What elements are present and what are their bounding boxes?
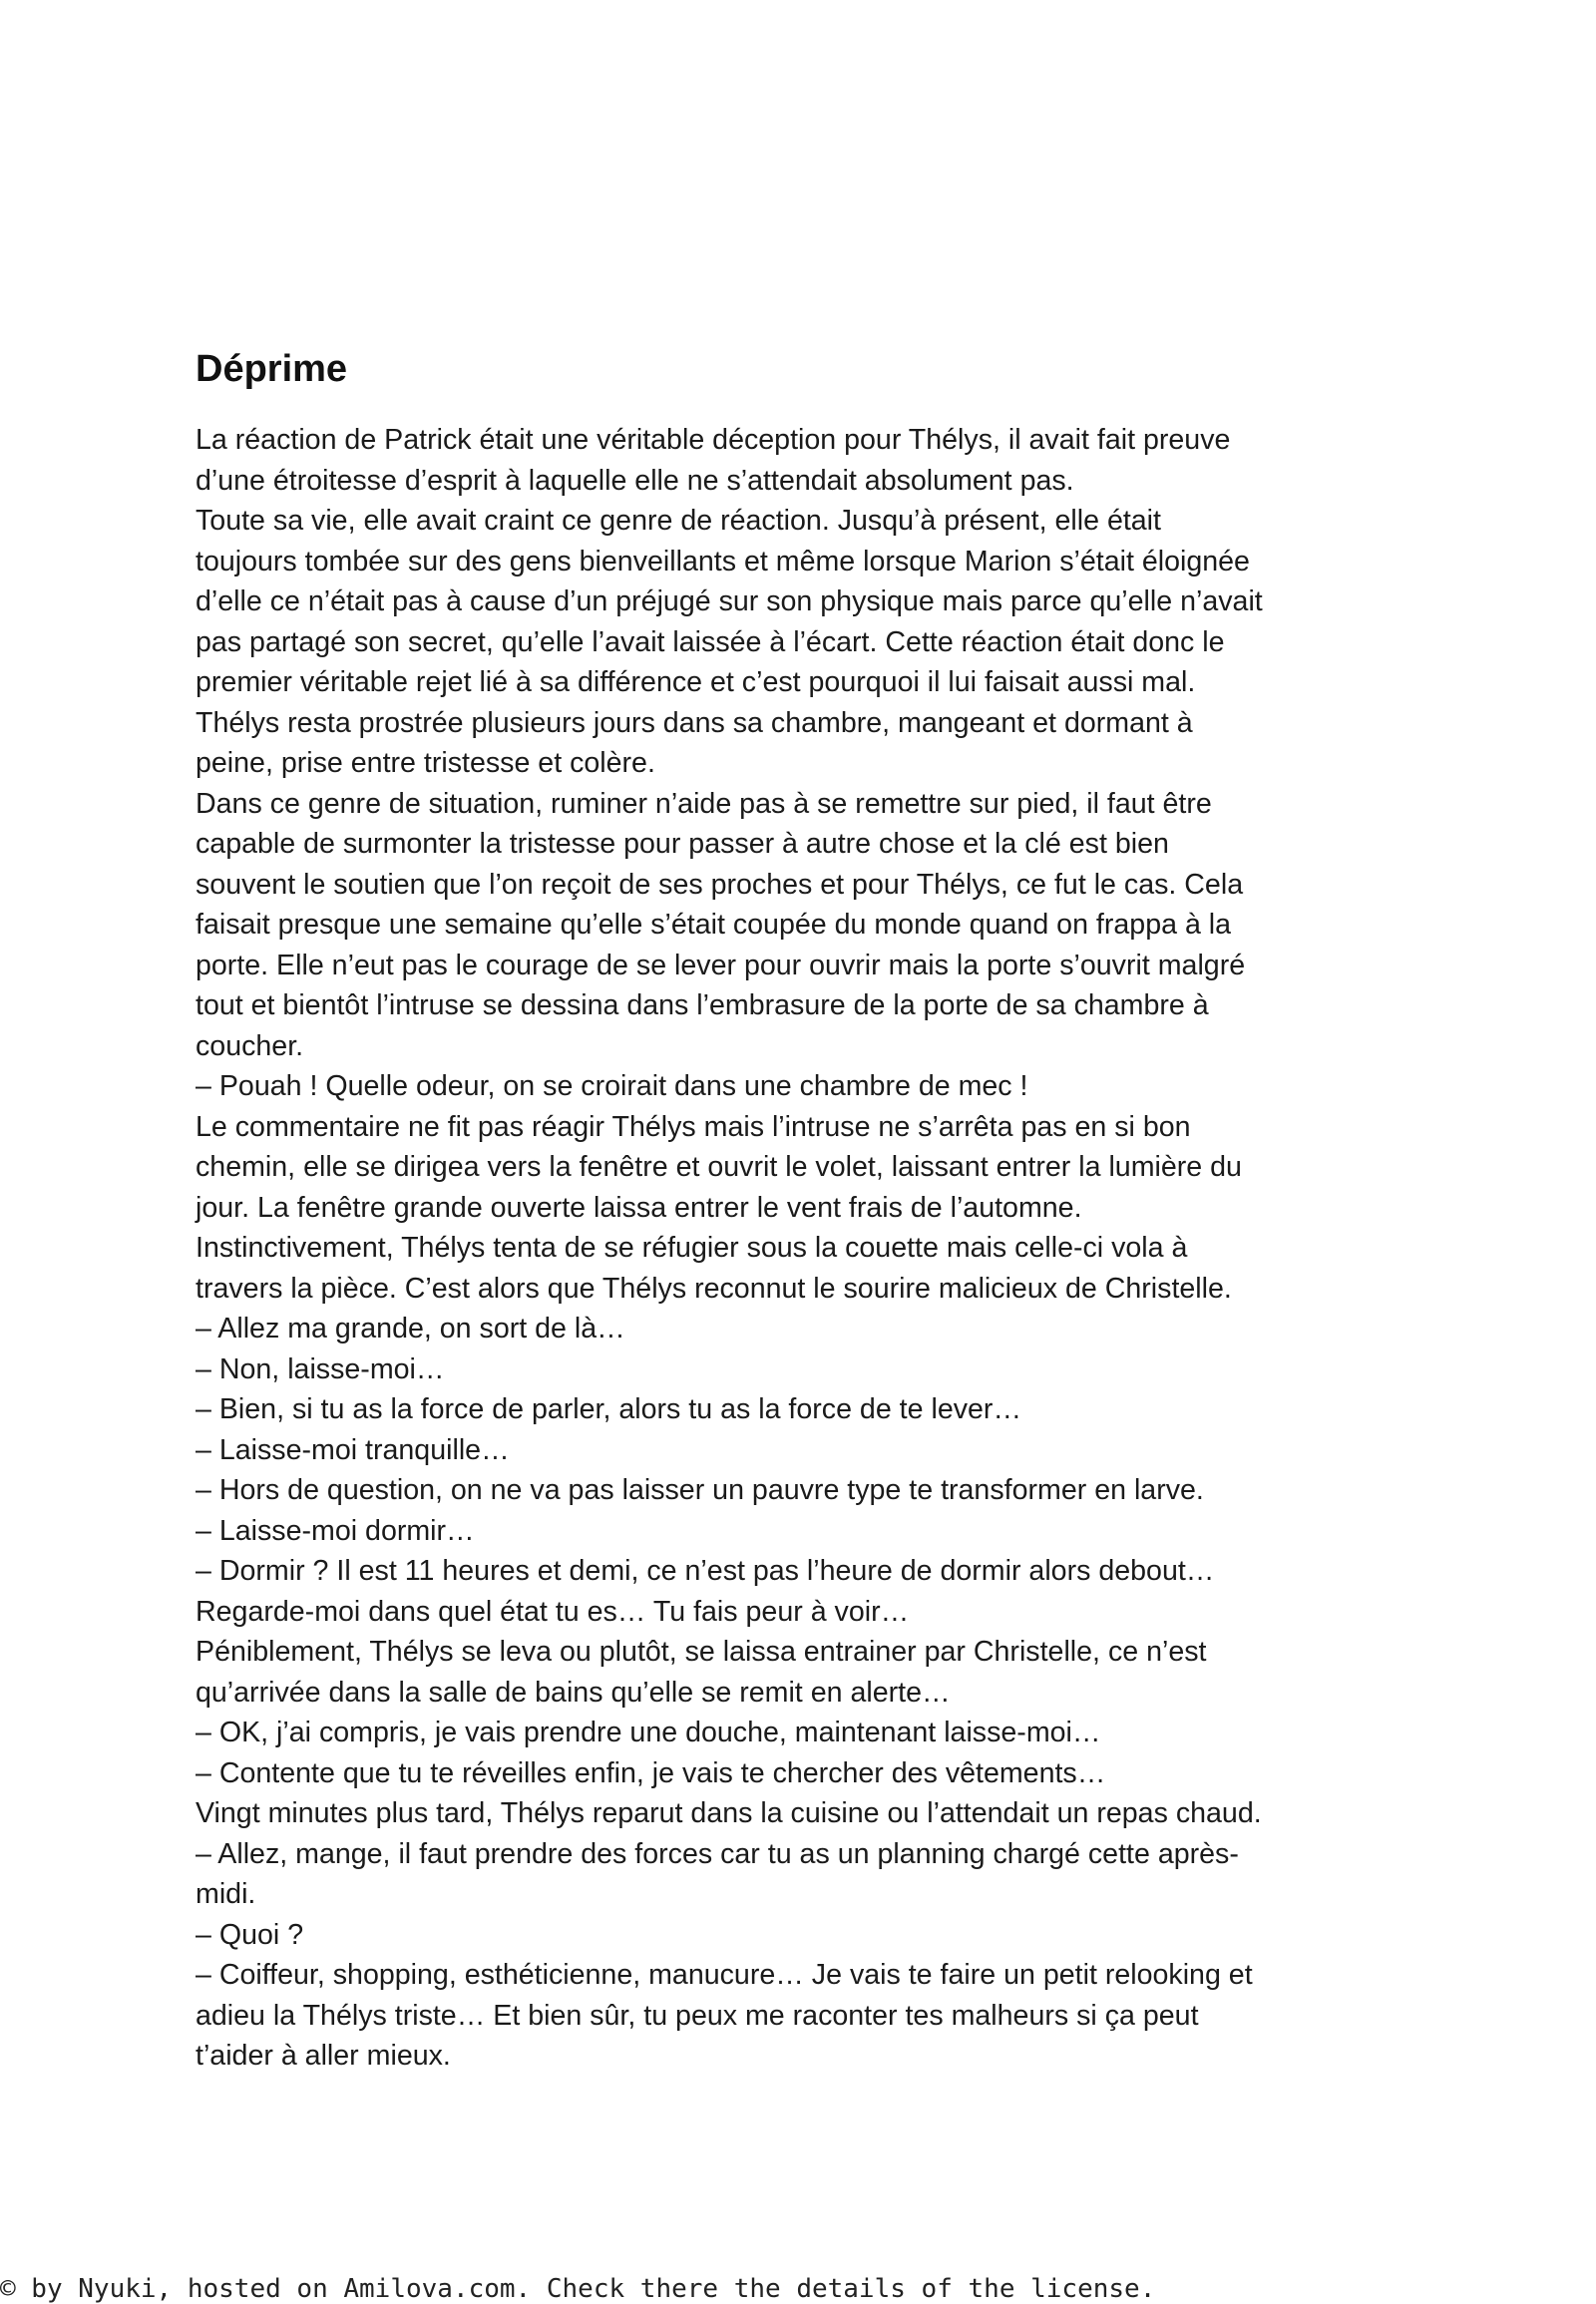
text-line: – Hors de question, on ne va pas laisser un pauvre type te transformer en larve. xyxy=(196,1474,1204,1506)
text-line: Toute sa vie, elle avait craint ce genre de réaction. Jusqu’à présent, elle était xyxy=(196,505,1161,537)
text-line: – Coiffeur, shopping, esthéticienne, manucure… Je vais te faire un petit relooking et xyxy=(196,1959,1253,1991)
text-line: chemin, elle se dirigea vers la fenêtre et ouvrit le volet, laissant entrer la lumière du xyxy=(196,1151,1242,1183)
text-line: – Allez, mange, il faut prendre des forces car tu as un planning chargé cette après- xyxy=(196,1837,1239,1870)
text-line: – Laisse-moi tranquille… xyxy=(196,1433,510,1466)
chapter-title: Déprime xyxy=(196,348,348,390)
text-line: souvent le soutien que l’on reçoit de ses proches et pour Thélys, ce fut le cas. Cela xyxy=(196,868,1244,901)
text-line: – Dormir ? Il est 11 heures et demi, ce n’est pas l’heure de dormir alors debout… xyxy=(196,1555,1215,1587)
text-line: peine, prise entre tristesse et colère. xyxy=(196,747,655,779)
text-line: – Allez ma grande, on sort de là… xyxy=(196,1313,625,1344)
text-line: jour. La fenêtre grande ouverte laissa entrer le vent frais de l’automne. xyxy=(196,1191,1082,1224)
text-line: toujours tombée sur des gens bienveillants et même lorsque Marion s’était éloignée xyxy=(196,545,1250,577)
text-line: Dans ce genre de situation, ruminer n’aide pas à se remettre sur pied, il faut être xyxy=(196,787,1212,820)
text-line: Vingt minutes plus tard, Thélys reparut dans la cuisine ou l’attendait un repas chaud. xyxy=(196,1797,1262,1829)
license-footer: © by Nyuki, hosted on Amilova.com. Check there the details of the license. xyxy=(0,2274,1156,2304)
text-line: coucher. xyxy=(196,1029,304,1062)
text-line: Le commentaire ne fit pas réagir Thélys mais l’intruse ne s’arrêta pas en si bon xyxy=(196,1110,1191,1143)
text-line: tout et bientôt l’intruse se dessina dans l’embrasure de la porte de sa chambre à xyxy=(196,989,1209,1021)
text-line: – Pouah ! Quelle odeur, on se croirait dans une chambre de mec ! xyxy=(196,1070,1028,1102)
text-line: d’elle ce n’était pas à cause d’un préjugé sur son physique mais parce qu’elle n’avait xyxy=(196,585,1263,617)
text-line: – Contente que tu te réveilles enfin, je vais te chercher des vêtements… xyxy=(196,1756,1106,1789)
text-line: premier véritable rejet lié à sa différence et c’est pourquoi il lui faisait aussi mal. xyxy=(196,666,1196,698)
text-line: pas partagé son secret, qu’elle l’avait laissée à l’écart. Cette réaction était donc le xyxy=(196,625,1225,658)
text-line: – Bien, si tu as la force de parler, alors tu as la force de te lever… xyxy=(196,1393,1022,1425)
text-line: capable de surmonter la tristesse pour passer à autre chose et la clé est bien xyxy=(196,828,1169,860)
text-line: adieu la Thélys triste… Et bien sûr, tu peux me raconter tes malheurs si ça peut xyxy=(196,1999,1199,2032)
text-line: d’une étroitesse d’esprit à laquelle elle ne s’attendait absolument pas. xyxy=(196,464,1074,497)
text-line: midi. xyxy=(196,1878,256,1910)
chapter-body xyxy=(196,420,1452,2077)
text-line: faisait presque une semaine qu’elle s’était coupée du monde quand on frappa à la xyxy=(196,909,1232,941)
text-line: La réaction de Patrick était une véritable déception pour Thélys, il avait fait preuve xyxy=(196,424,1231,456)
text-line: – OK, j’ai compris, je vais prendre une douche, maintenant laisse-moi… xyxy=(196,1717,1101,1748)
text-line: travers la pièce. C’est alors que Thélys reconnut le sourire malicieux de Christelle. xyxy=(196,1272,1232,1305)
text-line: – Laisse-moi dormir… xyxy=(196,1514,475,1547)
text-line: porte. Elle n’eut pas le courage de se lever pour ouvrir mais la porte s’ouvrit malgré xyxy=(196,949,1246,981)
text-line: – Quoi ? xyxy=(196,1918,304,1951)
text-line: Thélys resta prostrée plusieurs jours dans sa chambre, mangeant et dormant à xyxy=(196,706,1193,739)
text-line: qu’arrivée dans la salle de bains qu’elle se remit en alerte… xyxy=(196,1676,951,1709)
text-line: Regarde-moi dans quel état tu es… Tu fais peur à voir… xyxy=(196,1595,910,1628)
text-line: t’aider à aller mieux. xyxy=(196,2040,451,2072)
text-line: Instinctivement, Thélys tenta de se réfugier sous la couette mais celle-ci vola à xyxy=(196,1232,1188,1264)
text-line: – Non, laisse-moi… xyxy=(196,1352,445,1385)
text-line: Péniblement, Thélys se leva ou plutôt, se laissa entrainer par Christelle, ce n’est xyxy=(196,1636,1207,1668)
